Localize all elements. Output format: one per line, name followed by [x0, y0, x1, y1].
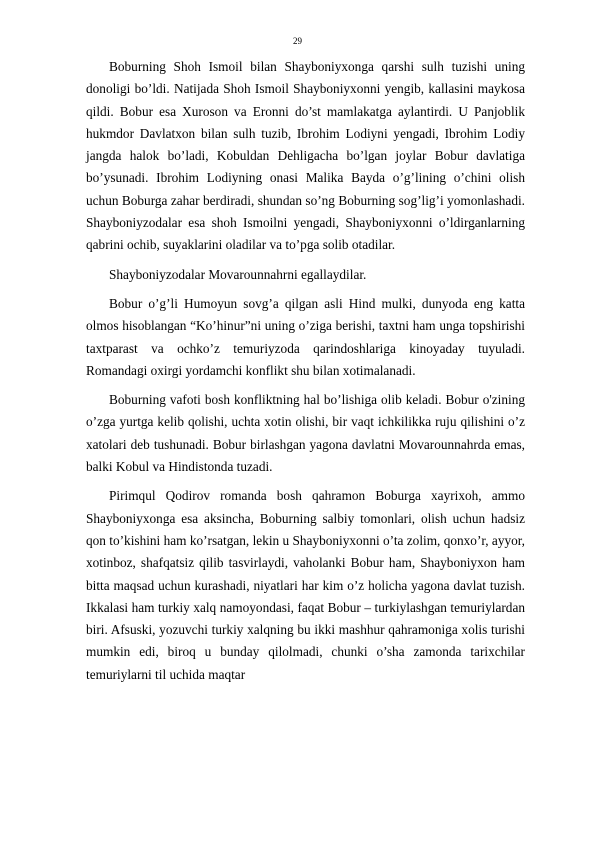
- paragraph-2: Shayboniyzodalar Movarounnahrni egallaydilar.: [109, 266, 367, 282]
- paragraph-1: Boburning Shoh Ismoil bilan Shayboniyxonga qarshi sulh tuzishi uning donoligi bo’ldi. Natijada Shoh Ismoil Shayboniyxonni yengib, kallasini maykosa qildi. Bobur esa Xuroson va Eronni do’st mamlakatga aylantirdi. U Panjoblik hukmdor Davlatxon bilan sulh tuzib, Ibrohim Lodiyni yengadi, Ibrohim Lodiy jangda halok bo’ladi, Kobuldan Dehligacha bo’lgan joylar Bobur davlatiga bo’ysunadi. Ibrohim Lodiyning onasi Malika Bayda o’g’lining o’chini olish uchun Boburga zahar berdiradi, shundan so’ng Boburning sog’lig’i yomonlashadi. Shayboniyzodalar esa shoh Ismoilni yengadi, Shayboniyxonni o’ldirganlarning qabrini ochib, suyaklarini oladilar va to’pga solib otadilar.: [86, 59, 525, 253]
- paragraph-3: Bobur o’g’li Humoyun sovg’a qilgan asli Hind mulki, dunyoda eng katta olmos hisoblangan “Ko’hinur”ni uning o’ziga berishi, taxtni ham unga topshirishi taxtparast va ochko’z temuriyzoda qarindoshlariga kinoyaday tuyuladi. Romandagi oxirgi yordamchi konflikt shu bilan xotimalanadi.: [86, 295, 525, 378]
- paragraph-5: Pirimqul Qodirov romanda bosh qahramon Boburga xayrixoh, ammo Shayboniyxonga esa aksincha, Boburning salbiy tomonlari, olish uchun hadsiz qon to’kishini ham ko’rsatgan, lekin u Shayboniyxonni o’ta zolim, qonxo’r, ayyor, xotinboz, shafqatsiz qilib tasvirlaydi, vaholanki Bobur ham, Shayboniyxon ham bitta maqsad uchun kurashadi, niyatlari har kim o’z holicha yagona davlat tuzish. Ikkalasi ham turkiy xalq namoyondasi, faqat Bobur – turkiylashgan temuriylardan biri. Afsuski, yozuvchi turkiy xalqning bu ikki mashhur qahramoniga xolis turishi mumkin edi, biroq u bunday qilolmadi, chunki o’sha zamonda tarixchilar temuriylarni til uchida maqtar: [86, 488, 525, 682]
- paragraph-4: Boburning vafoti bosh konfliktning hal bo’lishiga olib keladi. Bobur o'zining o’zga yurtga kelib qolishi, uchta xotin olishi, bir vaqt ichkilikka ruju qilishini o’z xatolari deb tushunadi. Bobur birlashgan yagona davlatni Movarounnahrda emas, balki Kobul va Hindistonda tuzadi.: [86, 392, 525, 475]
- page-number: 29: [293, 36, 302, 46]
- body-text: [86, 56, 525, 693]
